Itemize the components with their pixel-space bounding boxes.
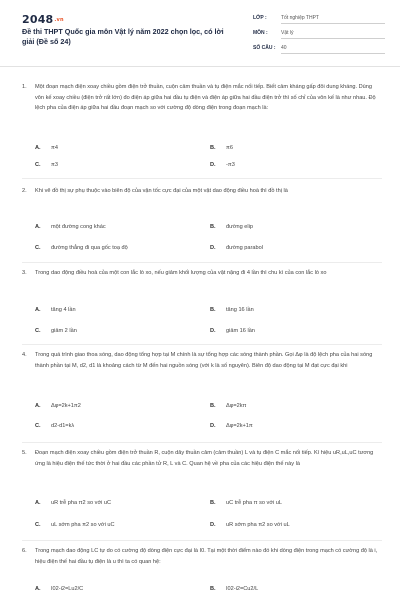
option-label: A. bbox=[35, 500, 41, 506]
question-5 bbox=[22, 448, 382, 469]
meta-count-label: SỐ CÂU : bbox=[253, 45, 276, 51]
option-text: d2-d1=kλ bbox=[51, 423, 75, 429]
option-label: C. bbox=[35, 423, 41, 429]
q1-option-b[interactable] bbox=[210, 143, 233, 153]
q2-option-a[interactable] bbox=[35, 222, 106, 232]
meta-count bbox=[253, 43, 385, 58]
option-label: B. bbox=[210, 500, 216, 506]
option-text: uL sớm pha π2 so với uC bbox=[51, 522, 115, 528]
option-text: giảm 2 lần bbox=[51, 328, 77, 334]
option-label: D. bbox=[210, 522, 216, 528]
question-text: Khi vẽ đồ thị sự phụ thuộc vào biên độ của vận tốc cực đại của một vật dao động điều hoà thì đồ thị là bbox=[35, 188, 288, 194]
question-number: 5. bbox=[22, 450, 27, 456]
option-label: C. bbox=[35, 245, 41, 251]
question-6 bbox=[22, 546, 382, 567]
q5-option-d[interactable] bbox=[210, 520, 290, 530]
option-text: một đường cong khác bbox=[51, 224, 106, 230]
meta-class bbox=[253, 13, 385, 28]
question-text: Một đoạn mạch điện xoay chiều gồm điện trở thuần, cuộn cảm thuần và tụ điện mắc nối tiếp. Biết cảm kháng gấp đôi dung kháng. Dùng vôn kế xoay chiều (điện trở rất lớn) đo điện áp giữa hai đầu tụ điện và điện áp giữa hai đầu điện trở thì số chỉ của vôn kế là như nhau. Độ lệch pha của điện áp giữa hai đầu đoạn mạch so với cường độ dòng điện trong đoạn mạch là: bbox=[35, 84, 376, 111]
question-text: Đoạn mạch điện xoay chiều gồm điện trở thuần R, cuộn dây thuần cảm (cảm thuần) L và tụ điện C mắc nối tiếp. Kí hiệu uR,uL,uC tương ứng là hiệu điện thế tức thời ở hai đầu các phần tử R, L và C. Quan hệ về pha của các hiệu điện thế này là bbox=[35, 450, 374, 467]
option-text: tăng 16 lần bbox=[226, 307, 254, 313]
question-3 bbox=[22, 268, 382, 279]
option-label: A. bbox=[35, 224, 41, 230]
question-text: Trong dao động điều hoà của một con lắc lò xo, nếu giảm khối lượng của vật nặng đi 4 lần thì chu kì của con lắc lò xo bbox=[35, 270, 327, 276]
option-text: uR trễ pha π2 so với uC bbox=[51, 500, 112, 506]
question-2 bbox=[22, 186, 382, 197]
option-label: D. bbox=[210, 245, 216, 251]
document-meta bbox=[253, 13, 385, 58]
q2-option-d[interactable] bbox=[210, 243, 263, 253]
meta-subject-label: MÔN : bbox=[253, 30, 268, 36]
option-text: uC trễ pha π so với uL bbox=[226, 500, 283, 506]
logo-domain: .vn bbox=[54, 17, 64, 23]
q5-option-c[interactable] bbox=[35, 520, 115, 530]
option-text: đường parabol bbox=[226, 245, 263, 251]
option-text: π4 bbox=[51, 145, 58, 151]
q1-option-c[interactable] bbox=[35, 160, 58, 170]
option-label: B. bbox=[210, 224, 216, 230]
question-number: 4. bbox=[22, 352, 27, 358]
q2-option-b[interactable] bbox=[210, 222, 253, 232]
q6-option-a[interactable] bbox=[35, 584, 83, 594]
question-text: Trong quá trình giao thoa sóng, dao động tổng hợp tại M chính là sự tổng hợp các sóng thành phần. Gọi Δφ là độ lệch pha của hai sóng thành phần tại M, d2, d1 là khoảng cách từ M đến hai nguồn sóng (với k là số nguyên). Biên độ dao động tại M đạt cực đại khi bbox=[35, 352, 373, 369]
option-label: B. bbox=[210, 145, 216, 151]
option-text: -π3 bbox=[226, 162, 235, 168]
option-text: Δφ=2k+1π2 bbox=[51, 403, 81, 409]
option-label: A. bbox=[35, 586, 41, 592]
meta-count-value: 40 bbox=[281, 43, 385, 54]
question-divider bbox=[22, 262, 382, 263]
option-label: A. bbox=[35, 145, 41, 151]
question-divider bbox=[22, 344, 382, 345]
option-label: A. bbox=[35, 307, 41, 313]
q3-option-d[interactable] bbox=[210, 326, 255, 336]
header-divider bbox=[0, 66, 400, 67]
q3-option-b[interactable] bbox=[210, 305, 254, 315]
q1-option-d[interactable] bbox=[210, 160, 235, 170]
question-number: 3. bbox=[22, 270, 27, 276]
option-text: π6 bbox=[226, 145, 233, 151]
question-divider bbox=[22, 540, 382, 541]
option-text: giảm 16 lần bbox=[226, 328, 255, 334]
q5-option-b[interactable] bbox=[210, 498, 282, 508]
meta-class-label: LỚP : bbox=[253, 15, 267, 21]
meta-subject-value: Vật lý bbox=[281, 28, 385, 39]
question-text: Trong mạch dao động LC tự do có cường độ dòng điện cực đại là I0. Tại một thời điểm nào đó khi dòng điện trong mạch có cường độ là i, hiệu điện thế hai đầu tụ điện là u thì ta có quan hệ: bbox=[35, 548, 378, 565]
document-title: Đề thi THPT Quốc gia môn Vật lý năm 2022 chọn lọc, có lời giải (Đề số 24) bbox=[22, 27, 224, 46]
option-label: C. bbox=[35, 522, 41, 528]
q4-option-c[interactable] bbox=[35, 421, 74, 431]
q4-option-d[interactable] bbox=[210, 421, 253, 431]
q5-option-a[interactable] bbox=[35, 498, 111, 508]
question-divider bbox=[22, 442, 382, 443]
option-label: A. bbox=[35, 403, 41, 409]
option-label: B. bbox=[210, 586, 216, 592]
q4-option-a[interactable] bbox=[35, 401, 81, 411]
option-text: tăng 4 lần bbox=[51, 307, 76, 313]
site-logo[interactable] bbox=[22, 13, 64, 26]
question-1 bbox=[22, 82, 382, 114]
option-label: D. bbox=[210, 328, 216, 334]
option-text: Δφ=2kπ bbox=[226, 403, 247, 409]
question-divider bbox=[22, 178, 382, 179]
q4-option-b[interactable] bbox=[210, 401, 246, 411]
option-text: I02-i2=Cu2/L bbox=[226, 586, 259, 592]
option-text: Δφ=2k+1π bbox=[226, 423, 253, 429]
question-number: 1. bbox=[22, 84, 27, 90]
option-text: uR sớm pha π2 so với uL bbox=[226, 522, 290, 528]
question-number: 2. bbox=[22, 188, 27, 194]
option-text: đường thẳng đi qua gốc toạ độ bbox=[51, 245, 128, 251]
option-label: D. bbox=[210, 162, 216, 168]
q3-option-c[interactable] bbox=[35, 326, 77, 336]
option-label: B. bbox=[210, 307, 216, 313]
option-text: π3 bbox=[51, 162, 58, 168]
q1-option-a[interactable] bbox=[35, 143, 58, 153]
document-header bbox=[0, 0, 400, 62]
question-number: 6. bbox=[22, 548, 27, 554]
q3-option-a[interactable] bbox=[35, 305, 76, 315]
option-label: C. bbox=[35, 162, 41, 168]
meta-subject bbox=[253, 28, 385, 43]
option-text: đường elip bbox=[226, 224, 254, 230]
option-label: D. bbox=[210, 423, 216, 429]
option-label: C. bbox=[35, 328, 41, 334]
q2-option-c[interactable] bbox=[35, 243, 128, 253]
meta-class-value: Tốt nghiệp THPT bbox=[281, 13, 385, 24]
q6-option-b[interactable] bbox=[210, 584, 258, 594]
option-label: B. bbox=[210, 403, 216, 409]
option-text: I02-i2=Lu2/C bbox=[51, 586, 84, 592]
question-4 bbox=[22, 350, 382, 371]
logo-number: 2048 bbox=[22, 13, 54, 26]
